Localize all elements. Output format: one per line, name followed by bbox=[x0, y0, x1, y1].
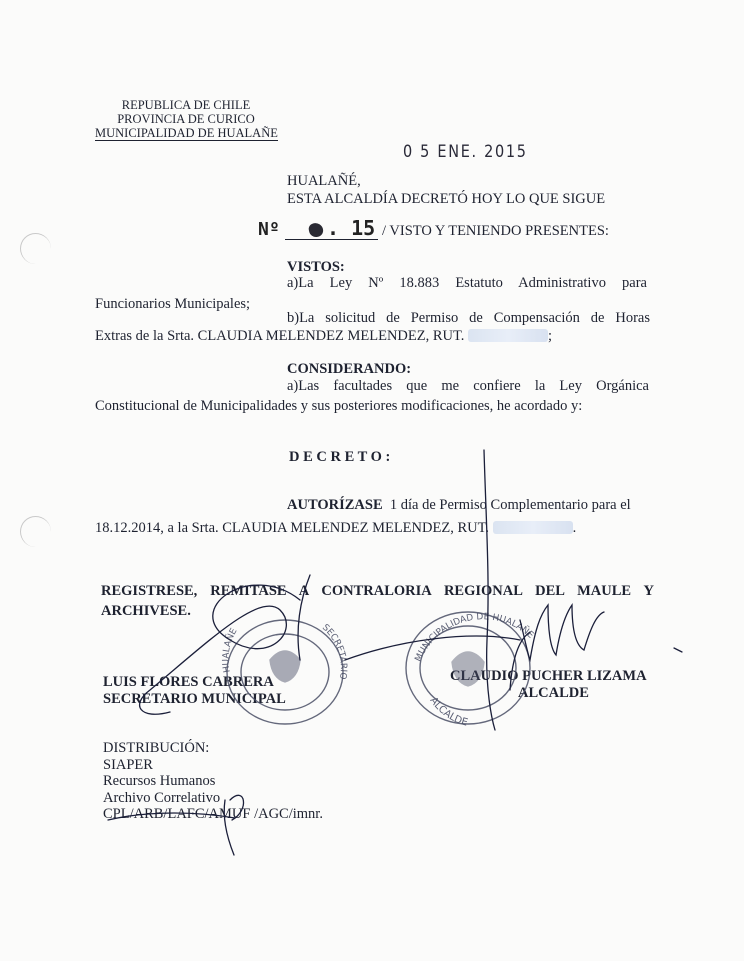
letterhead-country: REPUBLICA DE CHILE bbox=[121, 98, 251, 112]
vistos-b-line1: b)La solicitud de Permiso de Compensación de Horas bbox=[287, 310, 650, 326]
redacted-rut bbox=[468, 329, 548, 342]
punch-hole-bottom bbox=[20, 516, 51, 547]
secretary-seal-text-side: SECRETARIO bbox=[319, 622, 348, 680]
decreto-auth-bold: AUTORÍZASE bbox=[287, 497, 383, 513]
vistos-a-line1: a)La Ley Nº 18.883 Estatuto Administrativo para bbox=[287, 275, 647, 291]
decreto-auth-text: 1 día de Permiso Complementario para el bbox=[389, 497, 631, 513]
right-signatory-title: ALCALDE bbox=[518, 685, 589, 701]
left-signatory-title: SECRETARIO MUNICIPAL bbox=[103, 691, 286, 707]
distribution-item: SIAPER bbox=[103, 756, 153, 773]
distribution-item: CPL/ARB/LAFC/AMUF /AGC/imnr. bbox=[103, 806, 323, 822]
distribution-block bbox=[103, 740, 323, 823]
distribution-item: Recursos Humanos bbox=[103, 773, 216, 789]
letterhead bbox=[95, 98, 277, 141]
decree-visto-line: / VISTO Y TENIENDO PRESENTES: bbox=[382, 223, 609, 239]
decree-number-underline bbox=[285, 239, 378, 240]
decreto-heading: D E C R E T O : bbox=[289, 449, 391, 465]
distribution-item: Archivo Correlativo bbox=[103, 789, 221, 806]
letterhead-province: PROVINCIA DE CURICO bbox=[117, 112, 255, 126]
mayor-seal-text-bottom: ALCALDE bbox=[427, 695, 469, 729]
closing-line2: ARCHIVESE. bbox=[101, 603, 191, 619]
secretary-seal-text-top: HUALAÑE bbox=[221, 626, 240, 674]
decreto-auth-line2 bbox=[95, 520, 576, 537]
punch-hole-top bbox=[20, 233, 51, 264]
closing-line1: REGISTRESE, REMITASE A CONTRALORIA REGIONAL DEL MAULE Y bbox=[101, 583, 654, 599]
preamble-line: ESTA ALCALDÍA DECRETÓ HOY LO QUE SIGUE bbox=[287, 191, 606, 207]
decreto-auth-line1 bbox=[287, 497, 631, 514]
mayor-seal-text-top: MUNICIPALIDAD DE HUALAÑE bbox=[413, 612, 536, 664]
decreto-auth-end: . bbox=[572, 520, 577, 536]
vistos-b-line2 bbox=[95, 328, 552, 345]
redacted-rut-2 bbox=[493, 521, 573, 534]
vistos-b-text: Extras de la Srta. CLAUDIA MELENDEZ MELENDEZ, RUT. bbox=[95, 328, 465, 344]
considerando-heading: CONSIDERANDO: bbox=[287, 361, 412, 377]
secretary-seal-stamp bbox=[227, 620, 343, 724]
distribution-heading: DISTRIBUCIÓN: bbox=[103, 740, 210, 756]
date-stamp: 0 5 ENE. 2015 bbox=[403, 142, 528, 162]
decreto-auth-line2-text: 18.12.2014, a la Srta. CLAUDIA MELENDEZ MELENDEZ, RUT. bbox=[95, 520, 489, 536]
left-signatory-name: LUIS FLORES CABRERA bbox=[103, 674, 274, 690]
decree-number-blot bbox=[308, 222, 325, 239]
vistos-a-line2: Funcionarios Municipales; bbox=[95, 296, 251, 312]
vistos-heading: VISTOS: bbox=[287, 259, 345, 275]
vistos-b-end: ; bbox=[548, 328, 553, 344]
letterhead-municipality: MUNICIPALIDAD DE HUALAÑE bbox=[95, 126, 278, 140]
considerando-a-line2: Constitucional de Municipalidades y sus posteriores modificaciones, he acordado y: bbox=[95, 398, 583, 414]
decree-number-prefix: Nº bbox=[258, 219, 280, 240]
right-signatory-name: CLAUDIO PUCHER LIZAMA bbox=[450, 668, 647, 684]
considerando-a-line1: a)Las facultades que me confiere la Ley Orgánica bbox=[287, 378, 649, 394]
preamble-city: HUALAÑÉ, bbox=[287, 173, 361, 189]
decree-number: . 15 bbox=[327, 216, 376, 240]
